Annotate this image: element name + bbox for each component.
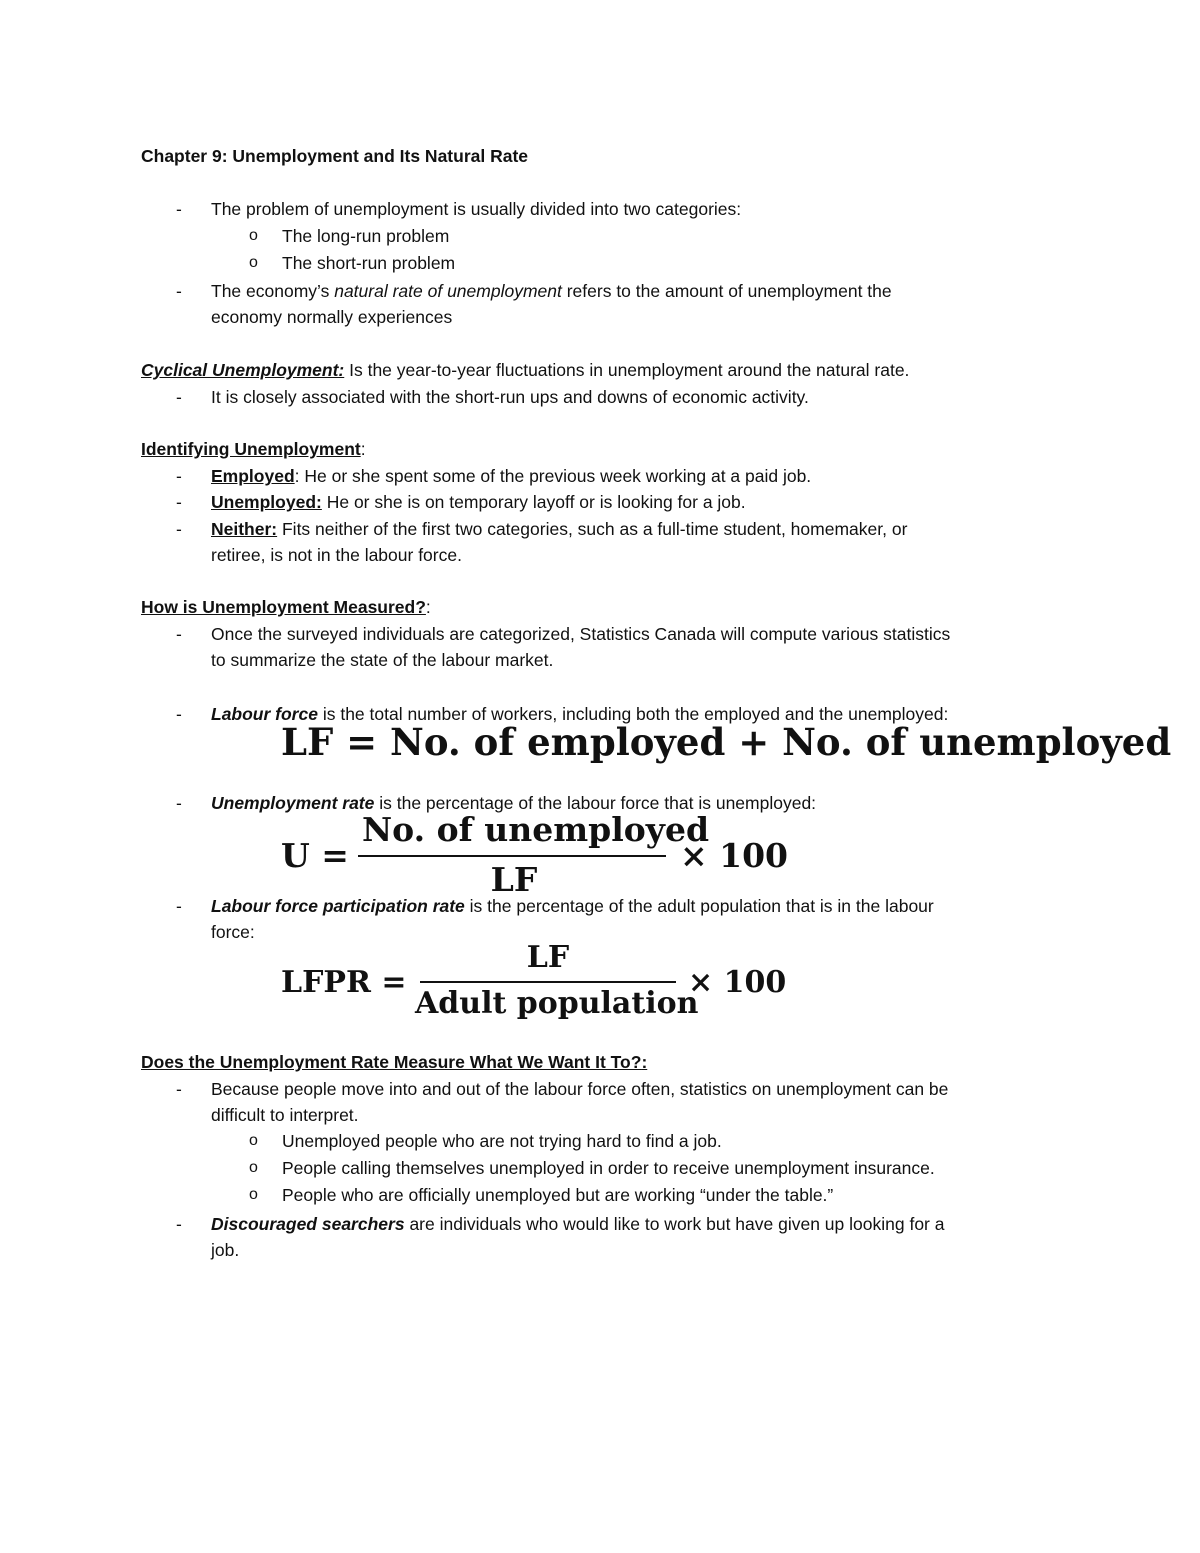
term-employed: Employed — [211, 466, 295, 486]
formula-u-lhs: U = — [281, 836, 349, 875]
formula-u-denominator: LF — [490, 860, 538, 899]
list-item-neither — [211, 518, 907, 540]
heading-text: Does the Unemployment Rate Measure What We Want It To? — [141, 1052, 642, 1072]
section-heading-identifying — [141, 438, 366, 460]
term-lfpr: Labour force participation rate — [211, 896, 465, 916]
list-item-move: Because people move into and out of the labour force often, statistics on unemployment can be — [211, 1079, 949, 1099]
list-item-lfpr — [211, 895, 934, 917]
list-item-move-cont: difficult to interpret. — [211, 1105, 359, 1125]
formula-u-fraction-bar — [358, 855, 666, 857]
list-item-discouraged-cont: job. — [211, 1240, 240, 1260]
sub-item-short-run: The short-run problem — [282, 253, 456, 273]
formula-lfpr-numerator: LF — [526, 940, 570, 975]
sub-item-under-table: People who are officially unemployed but are working “under the table.” — [282, 1185, 834, 1205]
list-dash: - — [176, 793, 182, 813]
formula-lfpr-lhs: LFPR = — [281, 965, 407, 1000]
sub-item-not-trying: Unemployed people who are not trying hard to find a job. — [282, 1131, 722, 1151]
text-run: Fits neither of the first two categories, such as a full-time student, homemaker, or — [277, 519, 908, 539]
formula-lfpr-fraction-bar — [420, 981, 676, 983]
text-run: : — [360, 439, 366, 459]
list-item-natural-rate — [211, 280, 892, 302]
term-natural-rate: natural rate of unemployment — [334, 281, 562, 301]
sub-bullet: o — [249, 227, 258, 244]
list-dash: - — [176, 199, 182, 219]
heading-text: Identifying Unemployment — [141, 439, 361, 459]
text-run: The economy’s — [211, 281, 335, 301]
text-run: : — [641, 1052, 648, 1072]
text-run: is the total number of workers, including both the employed and the unemployed: — [317, 704, 949, 724]
list-item-discouraged — [211, 1213, 944, 1235]
formula-lfpr-denominator: Adult population — [415, 986, 699, 1021]
formula-labour-force: LF = No. of employed + No. of unemployed — [281, 720, 1172, 764]
list-dash: - — [176, 466, 182, 486]
heading-text: How is Unemployment Measured? — [141, 597, 426, 617]
formula-u-numerator: No. of unemployed — [362, 810, 710, 849]
term-discouraged: Discouraged searchers — [211, 1214, 405, 1234]
text-run: are individuals who would like to work but have given up looking for a — [404, 1214, 945, 1234]
sub-bullet: o — [249, 1186, 258, 1203]
list-item-natural-rate-cont: economy normally experiences — [211, 307, 453, 327]
text-run: is the percentage of the labour force that is unemployed: — [374, 793, 817, 813]
sub-item-long-run: The long-run problem — [282, 226, 450, 246]
list-item-employed — [211, 465, 811, 487]
list-dash: - — [176, 704, 182, 724]
text-run: : — [425, 597, 431, 617]
sub-bullet: o — [249, 1159, 258, 1176]
text-run: is the percentage of the adult population that is in the labour — [464, 896, 934, 916]
text-run: refers to the amount of unemployment the — [561, 281, 892, 301]
list-dash: - — [176, 281, 182, 301]
page-title: Chapter 9: Unemployment and Its Natural Rate — [141, 146, 529, 166]
list-item-unemployed — [211, 491, 746, 513]
text-run: : He or she spent some of the previous week working at a paid job. — [294, 466, 812, 486]
list-item-statistics: Once the surveyed individuals are categorized, Statistics Canada will compute various statistics — [211, 624, 951, 644]
list-dash: - — [176, 492, 182, 512]
formula-lfpr-multiplier: × 100 — [688, 965, 787, 1000]
sub-item-insurance: People calling themselves unemployed in order to receive unemployment insurance. — [282, 1158, 935, 1178]
term-neither: Neither: — [211, 519, 278, 539]
list-item-cyclical: It is closely associated with the short-run ups and downs of economic activity. — [211, 387, 809, 407]
term-unemployment-rate: Unemployment rate — [211, 793, 375, 813]
term-labour-force: Labour force — [211, 704, 318, 724]
list-item-neither-cont: retiree, is not in the labour force. — [211, 545, 462, 565]
list-dash: - — [176, 1214, 182, 1234]
section-heading-measured — [141, 596, 431, 618]
section-heading-measure-want — [141, 1051, 647, 1073]
section-heading-cyclical: Cyclical Unemployment: — [141, 360, 345, 380]
list-dash: - — [176, 519, 182, 539]
list-dash: - — [176, 1079, 182, 1099]
cyclical-paragraph — [141, 359, 909, 381]
term-unemployed: Unemployed: — [211, 492, 322, 512]
list-dash: - — [176, 387, 182, 407]
formula-u-multiplier: × 100 — [680, 836, 789, 875]
sub-bullet: o — [249, 1132, 258, 1149]
text-run: Is the year-to-year fluctuations in unemployment around the natural rate. — [344, 360, 910, 380]
list-dash: - — [176, 624, 182, 644]
list-item-categories: The problem of unemployment is usually divided into two categories: — [211, 199, 742, 219]
sub-bullet: o — [249, 254, 258, 271]
list-item-lfpr-cont: force: — [211, 922, 255, 942]
text-run: He or she is on temporary layoff or is looking for a job. — [321, 492, 746, 512]
list-dash: - — [176, 896, 182, 916]
list-item-statistics-cont: to summarize the state of the labour market. — [211, 650, 554, 670]
